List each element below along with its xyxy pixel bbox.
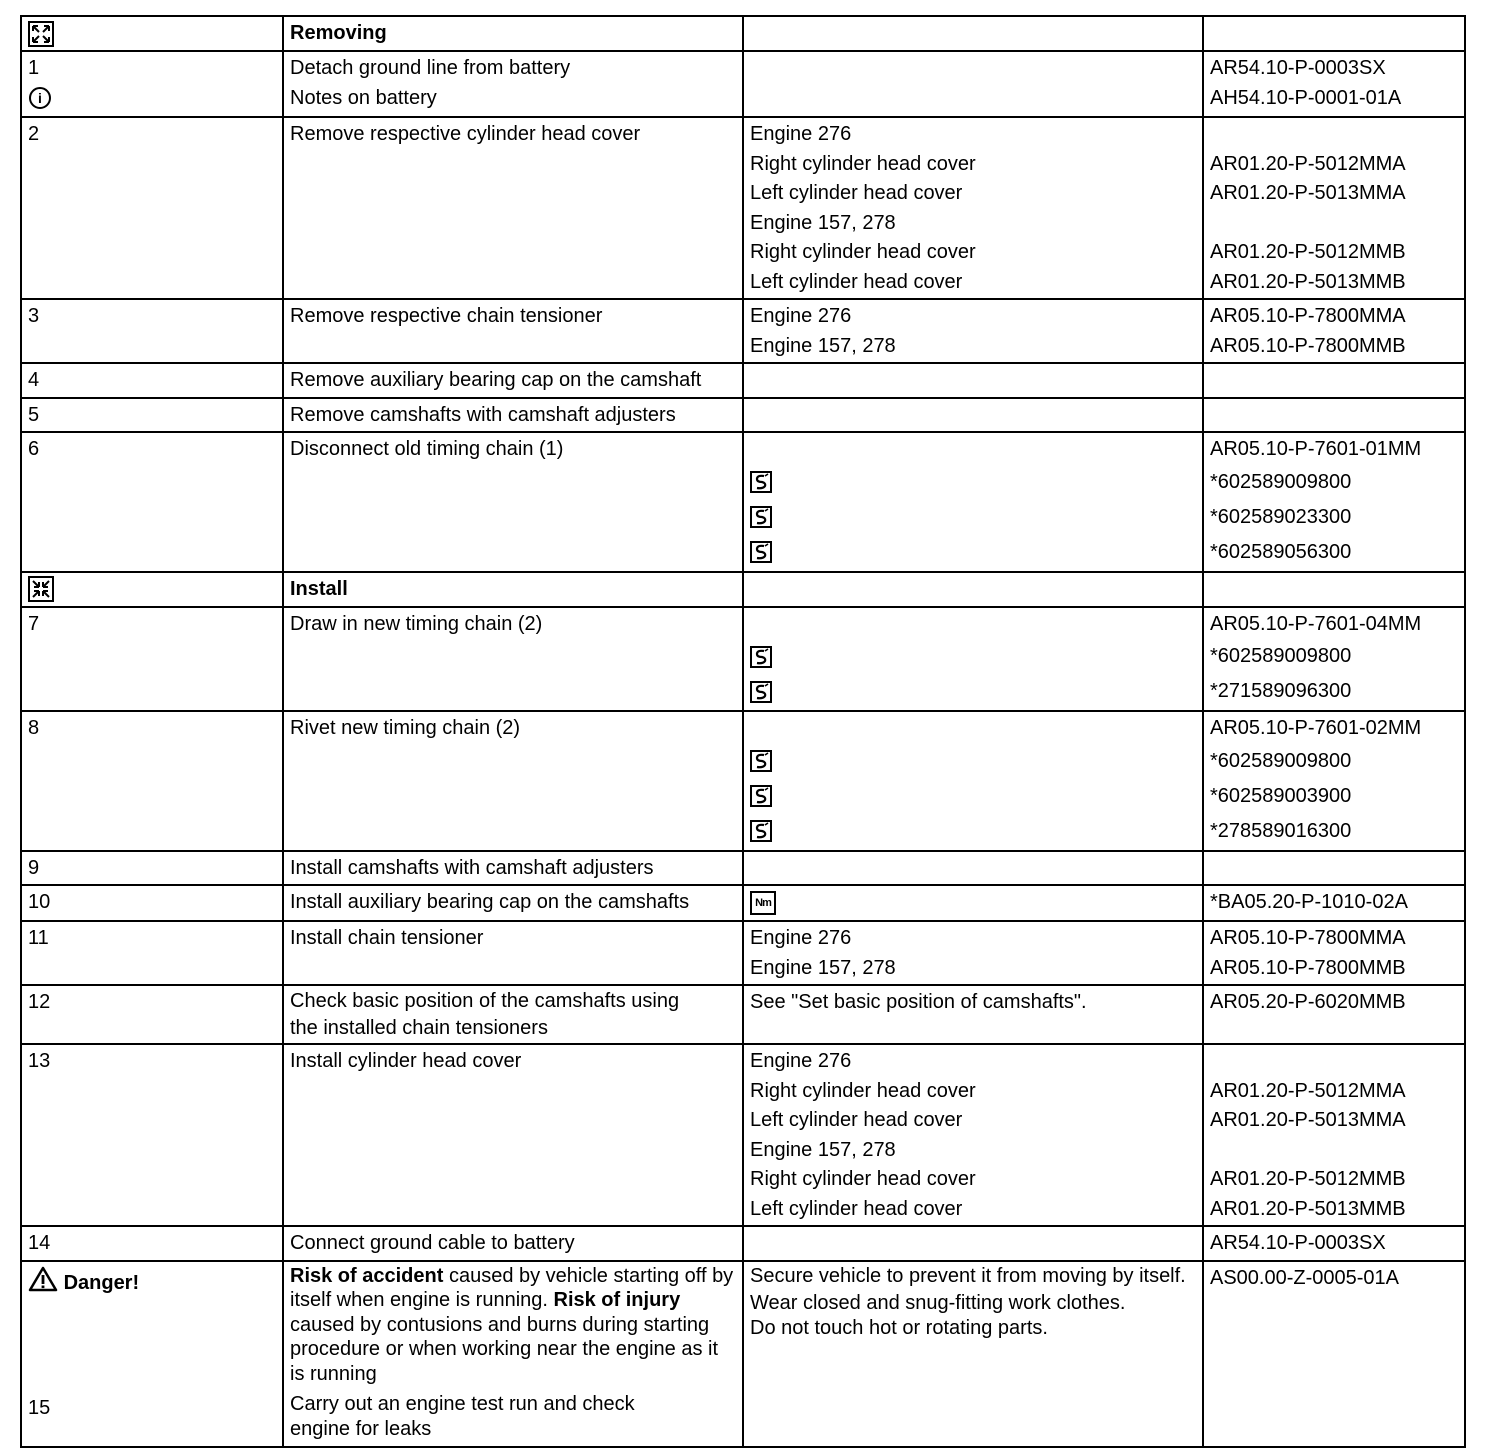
step-task: Remove camshafts with camshaft adjusters <box>283 398 743 433</box>
special-tool-icon[interactable] <box>750 750 772 772</box>
tool-number[interactable]: *602589003900 <box>1210 784 1352 807</box>
step-task: engine for leaks <box>290 1417 432 1440</box>
doc-reference[interactable]: AR01.20-P-5013MMB <box>1210 270 1406 293</box>
doc-reference[interactable]: AS00.00-Z-0005-01A <box>1203 1261 1465 1447</box>
special-tool-icon[interactable] <box>750 646 772 668</box>
table-row <box>21 921 1465 985</box>
doc-reference[interactable]: AH54.10-P-0001-01A <box>1210 86 1402 109</box>
step-number: 5 <box>21 398 283 433</box>
section-title-install: Install <box>283 572 743 607</box>
special-tool-icon[interactable] <box>750 471 772 493</box>
step-task: Detach ground line from battery <box>290 57 571 79</box>
doc-reference[interactable]: AR01.20-P-5013MMA <box>1210 1109 1406 1131</box>
tool-number[interactable]: *271589096300 <box>1210 680 1352 702</box>
doc-reference[interactable]: AR01.20-P-5012MMB <box>1210 1168 1406 1190</box>
detail-text: Right cylinder head cover <box>750 152 976 175</box>
special-tool-icon[interactable] <box>750 785 772 807</box>
procedure-table <box>20 15 1466 1448</box>
table-row <box>21 985 1465 1044</box>
warning-icon <box>28 1266 58 1302</box>
detail-text: Engine 276 <box>750 927 852 949</box>
detail-text: Engine 276 <box>750 1050 852 1072</box>
step-task: Rivet new timing chain (2) <box>283 711 743 851</box>
doc-reference[interactable]: AR05.10-P-7800MMB <box>1210 956 1406 979</box>
doc-reference[interactable]: *BA05.20-P-1010-02A <box>1203 885 1465 921</box>
detail-text: Engine 157, 278 <box>750 1138 896 1161</box>
table-row <box>21 398 1465 433</box>
tool-number[interactable]: *602589009800 <box>1210 645 1352 667</box>
special-tool-icon[interactable] <box>750 820 772 842</box>
safety-measure: Wear closed and snug-fitting work clothes. <box>750 1292 1126 1314</box>
table-row <box>21 1261 1465 1447</box>
doc-reference[interactable]: AR01.20-P-5012MMA <box>1210 152 1406 175</box>
doc-reference[interactable]: AR05.10-P-7800MMB <box>1210 334 1406 357</box>
step-task: Disconnect old timing chain (1) <box>283 432 743 572</box>
detail-text: Engine 157, 278 <box>750 334 896 357</box>
table-row <box>21 363 1465 398</box>
doc-reference[interactable]: AR05.20-P-6020MMB <box>1203 985 1465 1044</box>
special-tool-icon[interactable] <box>750 541 772 563</box>
table-row <box>21 117 1465 299</box>
step-number: 13 <box>21 1044 283 1226</box>
doc-reference[interactable]: AR01.20-P-5012MMB <box>1210 241 1406 263</box>
remove-icon <box>28 21 54 47</box>
detail-text: See "Set basic position of camshafts". <box>743 985 1203 1044</box>
detail-text: Right cylinder head cover <box>750 1168 976 1190</box>
step-number: 1 <box>28 57 40 79</box>
detail-text: Left cylinder head cover <box>750 182 963 204</box>
step-task: Install camshafts with camshaft adjusters <box>283 851 743 886</box>
doc-reference[interactable]: AR01.20-P-5012MMA <box>1210 1079 1406 1102</box>
torque-icon[interactable]: Nm <box>750 891 776 915</box>
special-tool-icon[interactable] <box>750 681 772 703</box>
note-icon <box>28 86 52 110</box>
step-number: 14 <box>21 1226 283 1261</box>
doc-reference[interactable]: AR05.10-P-7800MMA <box>1210 305 1406 327</box>
doc-reference[interactable]: AR54.10-P-0003SX <box>1203 1226 1465 1261</box>
step-number: 10 <box>21 885 283 921</box>
step-number: 11 <box>21 921 283 985</box>
tool-number[interactable]: *602589056300 <box>1210 540 1352 563</box>
step-number: 7 <box>21 607 283 712</box>
detail-text: Engine 157, 278 <box>750 956 896 979</box>
step-task: Check basic position of the camshafts using <box>290 990 680 1012</box>
doc-reference[interactable]: AR01.20-P-5013MMA <box>1210 182 1406 204</box>
safety-measure: Secure vehicle to prevent it from moving by itself. <box>750 1264 1186 1287</box>
table-row <box>21 432 1465 572</box>
doc-reference[interactable]: AR05.10-P-7601-02MM <box>1210 717 1422 739</box>
table-row <box>21 711 1465 851</box>
detail-text: Left cylinder head cover <box>750 270 963 293</box>
detail-text: Left cylinder head cover <box>750 1109 963 1131</box>
doc-reference[interactable]: AR54.10-P-0003SX <box>1210 57 1386 79</box>
detail-text: Right cylinder head cover <box>750 241 976 263</box>
step-task: Remove respective chain tensioner <box>283 299 743 363</box>
step-number: 3 <box>21 299 283 363</box>
table-row <box>21 885 1465 921</box>
step-number: 2 <box>21 117 283 299</box>
step-number: 9 <box>21 851 283 886</box>
danger-text: Risk of accident caused by vehicle starting off by itself when engine is running. Risk of injury caused by contusions and burns during starting procedure or when working near the engine as it is running <box>290 1264 734 1385</box>
step-task: Connect ground cable to battery <box>283 1226 743 1261</box>
step-number: 6 <box>21 432 283 572</box>
section-row-install <box>21 572 1465 607</box>
tool-number[interactable]: *602589009800 <box>1210 749 1352 772</box>
step-task: Remove auxiliary bearing cap on the camshaft <box>283 363 743 398</box>
svg-text:i: i <box>38 90 42 107</box>
detail-text: Left cylinder head cover <box>750 1197 963 1220</box>
step-number: 4 <box>21 363 283 398</box>
table-row <box>21 1044 1465 1226</box>
safety-measure: Do not touch hot or rotating parts. <box>750 1316 1048 1339</box>
step-number: 8 <box>21 711 283 851</box>
section-title-removing: Removing <box>283 16 743 51</box>
doc-reference[interactable]: AR05.10-P-7601-01MM <box>1210 438 1422 460</box>
tool-number[interactable]: *278589016300 <box>1210 819 1352 842</box>
step-task: Install chain tensioner <box>283 921 743 985</box>
danger-label: Danger! <box>63 1271 140 1294</box>
step-number: 15 <box>28 1396 51 1419</box>
step-note: Notes on battery <box>290 86 437 109</box>
doc-reference[interactable]: AR05.10-P-7800MMA <box>1210 927 1406 949</box>
step-task: Carry out an engine test run and check <box>290 1393 635 1415</box>
doc-reference[interactable]: AR01.20-P-5013MMB <box>1210 1197 1406 1220</box>
step-task: Install cylinder head cover <box>283 1044 743 1226</box>
special-tool-icon[interactable] <box>750 506 772 528</box>
detail-text: Engine 276 <box>750 305 852 327</box>
step-task: the installed chain tensioners <box>290 1017 548 1039</box>
step-task: Install auxiliary bearing cap on the camshafts <box>283 885 743 921</box>
table-row <box>21 51 1465 117</box>
detail-text: Right cylinder head cover <box>750 1079 976 1102</box>
table-row <box>21 607 1465 712</box>
table-row <box>21 851 1465 886</box>
install-icon <box>28 576 54 602</box>
tool-number[interactable]: *602589023300 <box>1210 505 1352 528</box>
detail-text: Engine 276 <box>750 123 852 145</box>
step-task: Remove respective cylinder head cover <box>283 117 743 299</box>
doc-reference[interactable]: AR05.10-P-7601-04MM <box>1210 612 1422 635</box>
step-number: 12 <box>21 985 283 1044</box>
step-task: Draw in new timing chain (2) <box>283 607 743 712</box>
table-row <box>21 299 1465 363</box>
section-row-removing <box>21 16 1465 51</box>
table-row <box>21 1226 1465 1261</box>
detail-text: Engine 157, 278 <box>750 211 896 234</box>
tool-number[interactable]: *602589009800 <box>1210 470 1352 493</box>
